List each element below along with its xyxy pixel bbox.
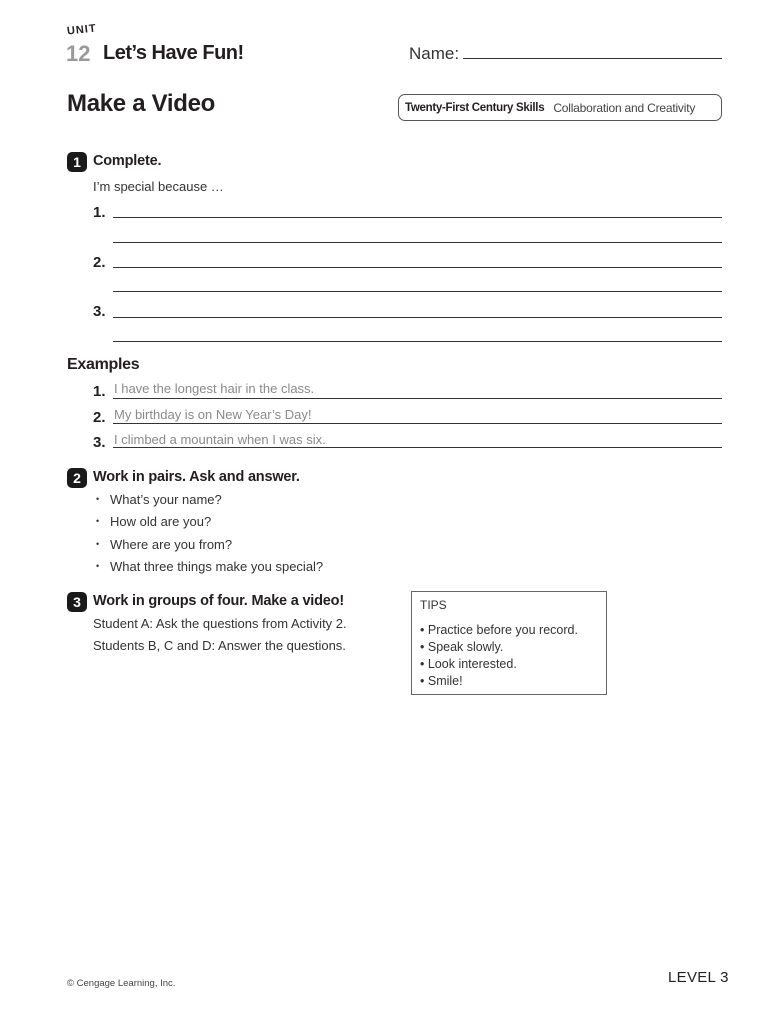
- tip-text: Speak slowly.: [427, 640, 504, 654]
- tip-item: • Practice before you record.: [420, 623, 578, 637]
- activity-1-prompt: I’m special because …: [93, 179, 224, 194]
- activity-3-heading: Work in groups of four. Make a video!: [93, 593, 344, 609]
- name-label: Name:: [409, 44, 460, 63]
- question-1: What’s your name?: [110, 492, 222, 507]
- name-field-line[interactable]: [463, 58, 722, 59]
- answer-1-number: 1.: [93, 204, 106, 221]
- answer-1-line-a[interactable]: [113, 217, 722, 218]
- answer-3-line-a[interactable]: [113, 317, 722, 318]
- answer-2-number: 2.: [93, 254, 106, 271]
- bullet-dot: •: [96, 539, 100, 549]
- bullet-dot: •: [96, 494, 100, 504]
- question-4: What three things make you special?: [110, 559, 324, 574]
- tips-box: [411, 591, 607, 695]
- tip-item: • Speak slowly.: [420, 640, 504, 654]
- tips-title: TIPS: [420, 598, 447, 612]
- activity-3-badge: 3: [67, 592, 87, 612]
- example-2-line: [113, 423, 722, 424]
- page-title: Make a Video: [67, 90, 216, 117]
- example-1-text: I have the longest hair in the class.: [114, 381, 315, 396]
- question-2: How old are you?: [110, 514, 212, 529]
- examples-heading: Examples: [67, 356, 140, 373]
- answer-2-line-a[interactable]: [113, 267, 722, 268]
- skills-box: [398, 94, 722, 121]
- example-3-text: I climbed a mountain when I was six.: [114, 432, 326, 447]
- example-2-text: My birthday is on New Year’s Day!: [114, 407, 312, 422]
- bullet-dot: •: [96, 561, 100, 571]
- answer-2-line-b[interactable]: [113, 291, 722, 292]
- example-3-line: [113, 447, 722, 448]
- unit-title: Let’s Have Fun!: [103, 42, 244, 64]
- answer-3-number: 3.: [93, 303, 106, 320]
- activity-3-line-1: Student A: Ask the questions from Activity 2.: [93, 616, 347, 631]
- skills-value: Collaboration and Creativity: [553, 100, 696, 115]
- example-1-line: [113, 398, 722, 399]
- question-3: Where are you from?: [110, 537, 233, 552]
- tip-text: Smile!: [427, 674, 463, 688]
- unit-label: UNIT: [66, 22, 98, 38]
- tip-text: Practice before you record.: [427, 623, 578, 637]
- answer-1-line-b[interactable]: [113, 242, 722, 243]
- activity-2-badge: 2: [67, 468, 87, 488]
- tip-item: • Look interested.: [420, 657, 517, 671]
- bullet-dot: •: [96, 516, 100, 526]
- activity-3-line-2: Students B, C and D: Answer the questions.: [93, 638, 346, 653]
- activity-1-badge: 1: [67, 152, 87, 172]
- level-label: LEVEL 3: [668, 969, 729, 986]
- activity-2-heading: Work in pairs. Ask and answer.: [93, 469, 300, 485]
- tip-item: • Smile!: [420, 674, 463, 688]
- example-3-number: 3.: [93, 434, 106, 451]
- example-2-number: 2.: [93, 409, 106, 426]
- tip-text: Look interested.: [427, 657, 517, 671]
- activity-1-heading: Complete.: [93, 153, 162, 169]
- unit-number: 12: [66, 41, 91, 66]
- example-1-number: 1.: [93, 383, 106, 400]
- answer-3-line-b[interactable]: [113, 341, 722, 342]
- copyright: © Cengage Learning, Inc.: [67, 978, 176, 989]
- skills-label: Twenty-First Century Skills: [405, 101, 545, 114]
